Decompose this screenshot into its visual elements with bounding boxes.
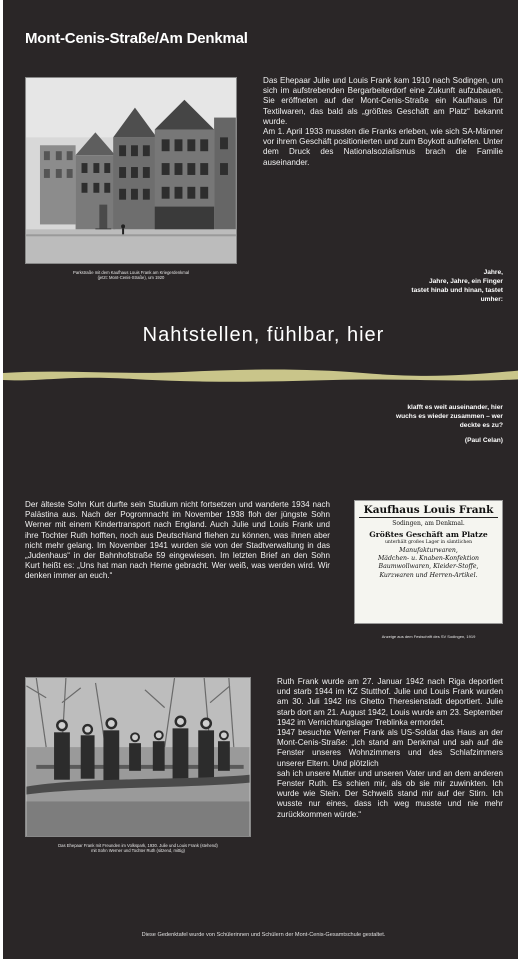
- poem-line: Jahre, Jahre, ein Finger: [428, 278, 503, 285]
- ad-line: Baumwollwaren, Kleider-Stoffe,: [378, 563, 479, 571]
- poem-line: wuchs es wieder zusammen – wer: [395, 413, 503, 420]
- intro-text: [263, 76, 503, 168]
- deportation-text: [277, 677, 503, 820]
- photo-family-park: [25, 677, 251, 837]
- photo1-caption-line1: Parkstraße mit dem Kaufhaus Louis Frank am Kriegerdenkmal: [73, 270, 189, 275]
- poem-author: (Paul Celan): [464, 437, 503, 444]
- poem-excerpt-top: [303, 268, 503, 304]
- poem-line: klafft es weit auseinander, hier: [407, 404, 503, 411]
- ad-caption: Anzeige aus dem Festschrift des SV Sodingen, 1919: [381, 634, 476, 639]
- deportation-paragraph-1: Ruth Frank wurde am 27. Januar 1942 nach Riga deportiert und starb 1944 im KZ Stutthof. Julie und Louis Frank wurden am 30. Juli 1942 ins Ghetto Theresienstadt deportiert. Julie starb dort am 21. August 1942, Louis wurde am 23. September 1942 im Vernichtungslager Treblinka ermordet.: [277, 677, 503, 727]
- ad-headline: Größtes Geschäft am Platze: [369, 530, 488, 539]
- ad-line: Mädchen- u. Knaben-Konfektion: [377, 555, 480, 563]
- kaufhaus-advertisement: [354, 500, 503, 624]
- photo2-caption-line2: mit Sohn Werner und Tochter Ruth (sitzend, mittig): [91, 848, 185, 853]
- deportation-paragraph-2: 1947 besuchte Werner Frank als US-Soldat das Haus an der Mont-Cenis-Straße: „Ich stand am Denkmal und sah auf die Fenster unseres Wohnzimmers und des Schlafzimmers unserer Eltern. Und plötzlich: [277, 728, 503, 768]
- ad-title: Kaufhaus Louis Frank: [359, 504, 498, 518]
- intro-paragraph-1: Das Ehepaar Julie und Louis Frank kam 1910 nach Sodingen, um sich im aufstrebenden Bergarbeiterdorf eine Zukunft aufzubauen. Sie eröffneten auf der Mont-Cenis-Straße ein Kaufhaus für Textilwaren, das bald als „größtes Geschäft am Platz“ bekannt wurde.: [263, 76, 503, 126]
- headline: Nahtstellen, fühlbar, hier: [142, 324, 385, 346]
- poem-excerpt-bottom: [303, 403, 503, 445]
- ad-line: Kurzwaren und Herren-Artikel.: [379, 571, 478, 579]
- page-title: Mont-Cenis-Straße/Am Denkmal: [25, 30, 248, 47]
- deportation-paragraph-3: sah ich unsere Mutter und unseren Vater und an dem anderen Fenster Ruth. Es schien mir, als ob sie mir zuwinkten. Ich wurde wie Stein. Der Schweiß stand mir auf der Stirn. Ich wusste nur eines, dass ich weg musste und nie mehr zurückkommen würde.“: [277, 768, 503, 819]
- ad-line: Manufakturwaren,: [399, 547, 458, 554]
- photo1-caption: [25, 270, 237, 280]
- park-photo-illustration: [26, 678, 250, 836]
- footer-note: Diese Gedenktafel wurde von Schülerinnen und Schülern der Mont-Cenis-Gesamtschule gestaltet.: [141, 932, 386, 938]
- photo2-caption: [25, 843, 251, 853]
- ad-small-text: unterhält großes Lager in sämtlichen: [384, 540, 473, 545]
- family-paragraph: Der älteste Sohn Kurt durfte sein Studium nicht fortsetzen und wanderte 1934 nach Palästina aus. Nach der Pogromnacht im November 1938 floh der jüngste Sohn Werner mit einem Kindertransport nach England. Auch Julie und Louis Frank und ihre Tochter Ruth hofften, noch aus Deutschland fliehen zu können, was ihnen aber nicht mehr gelang. Im November 1941 wurden sie von der Stadtverwaltung in das „Judenhaus“ in der Bahnhofstraße 59 eingewiesen. Im letzten Brief an den Sohn Kurt heißt es: „Uns hat man nach Herne gebracht. Wer weiß, was werden wird. Wir denken immer an euch.“: [25, 500, 330, 581]
- seam-stripe: [3, 365, 521, 387]
- photo2-caption-line1: Das Ehepaar Frank mit Freunden im Volkspark, 1930. Julie und Louis Frank (stehend): [58, 843, 218, 848]
- street-photo-illustration: [26, 78, 236, 263]
- photo1-caption-line2: (jetzt: Mont-Cenis-Straße), um 1920: [97, 275, 165, 280]
- ad-subtitle: Sodingen, am Denkmal.: [392, 520, 465, 527]
- poem-line: umher:: [480, 296, 503, 303]
- photo-kaufhaus-street: [25, 77, 237, 264]
- intro-paragraph-2: Am 1. April 1933 mussten die Franks erleben, wie sich SA-Männer vor ihrem Geschäft positionierten und zum Boykott aufriefen. Unter dem Druck des Nationalsozialismus brach die Familie auseinander.: [263, 127, 503, 167]
- poem-line: tastet hinab und hinan, tastet: [411, 287, 503, 294]
- poem-line: deckte es zu?: [459, 422, 503, 429]
- family-text: [25, 500, 330, 582]
- poem-line: Jahre,: [483, 269, 503, 276]
